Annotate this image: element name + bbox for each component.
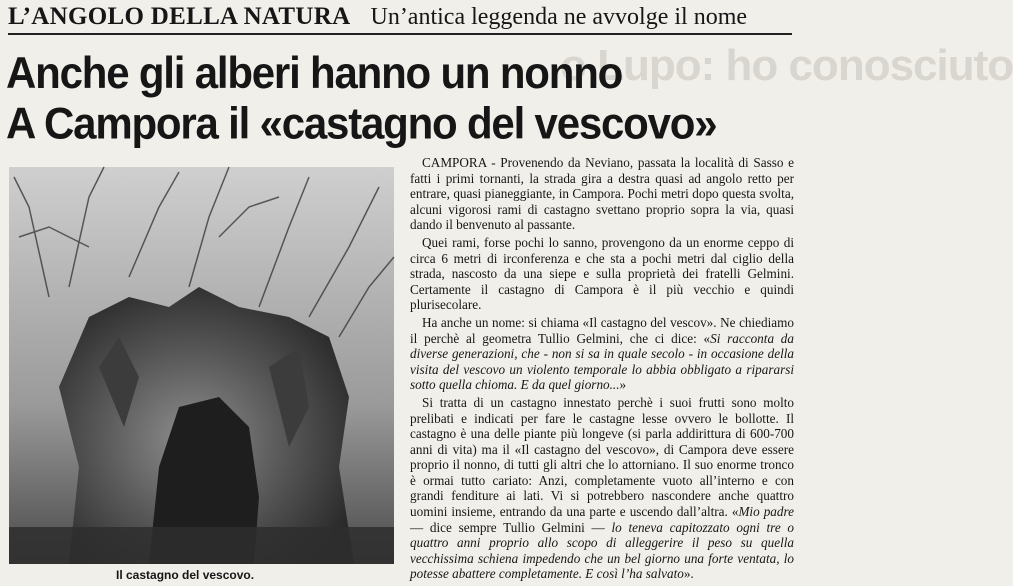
photo-caption: Il castagno del vescovo. bbox=[116, 568, 255, 582]
section-title: L’ANGOLO DELLA NATURA bbox=[8, 3, 351, 30]
paragraph-3-close: » bbox=[619, 377, 627, 393]
paragraph-1: CAMPORA - Provenendo da Neviano, passata la località di Sasso e fatti i primi tornanti, la strada gira a destra quasi ad angolo retto per entrare, quasi pianeggiante, in Campora. Pochi metri dopo questa svolta, alcuni vigorosi rami di castagno svettano proprio sopra la via, quasi dando il benvenuto al passante. bbox=[410, 155, 794, 233]
paragraph-4-quote-2: lo teneva capitozzato ogni tre o quattro anni proprio allo scopo di alleggerire il peso su quella vecchissima schiena impedendo che un bel giorno una forte ventata, lo potesse abattere completamente. E così l’ha salvato bbox=[410, 519, 794, 582]
headline-line-2: A Campora il «castagno del vescovo» bbox=[6, 98, 717, 148]
paragraph-3 bbox=[410, 315, 794, 393]
kicker: Un’antica leggenda ne avvolge il nome bbox=[370, 4, 748, 30]
paragraph-4-close: ». bbox=[683, 566, 694, 582]
paragraph-3-intro: Ha anche un nome: si chiama «Il castagno del vescov». Ne chiediamo il perchè al geometra Tullio Gelmini, che ci dice: « bbox=[410, 314, 794, 346]
paragraph-4-mid: — dice sempre Tullio Gelmini — bbox=[410, 519, 612, 535]
bleed-through-text: o Lupo: ho conosciuto bbox=[560, 41, 1013, 90]
paragraph-3-quote: Si racconta da diverse generazioni, che - non si sa in quale secolo - in occasione della visita del vescovo un violento temporale lo abbia obbligato a ripararsi sotto quella chioma. E da quel giorno... bbox=[410, 330, 794, 393]
paragraph-4 bbox=[410, 395, 794, 582]
headline bbox=[6, 48, 796, 149]
paragraph-4-text: Si tratta di un castagno innestato perchè i suoi frutti sono molto prelibati e indicati per fare le castagne lesse ovvero le bollotte. Il castagno è una delle piante più longeve (si parla addirittura di 600-700 anni di vita) ma il «Il castagno del vescovo», di Campora deve essere proprio il nonno, di tutti gli altri che lo attorniano. Il suo enorme tronco è ormai tutto cariato: Anzi, completamente vuoto all’interno e con grandi fenditure ai lati. Vi si potrebbero nascondere anche quattro uomini insieme, entrando da una parte e uscendo dall’altra. « bbox=[410, 394, 794, 520]
headline-line-1: Anche gli alberi hanno un nonno bbox=[6, 48, 623, 98]
paragraph-4-quote-1: Mio padre bbox=[738, 504, 794, 520]
paragraph-2: Quei rami, forse pochi lo sanno, provengono da un enorme ceppo di circa 6 metri di irconferenza e che sta a pochi metri dal ciglio della strada, nascosto da una siepe e sulla proprietà dei fratelli Gelmini. Certamente il castagno di Campora è il più vecchio e quindi plurisecolare. bbox=[410, 234, 794, 313]
chestnut-tree-photo bbox=[9, 167, 394, 564]
article-body bbox=[410, 155, 794, 584]
section-header bbox=[8, 3, 792, 35]
